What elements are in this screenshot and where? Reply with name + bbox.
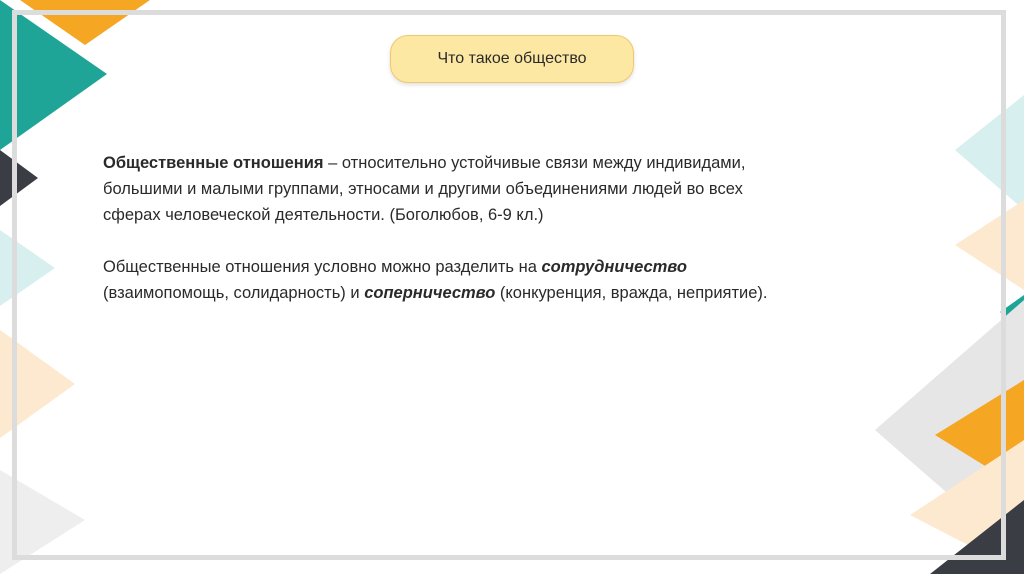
definition-text-line1: – относительно устойчивые связи между индивидами, bbox=[323, 154, 746, 172]
definition-paragraph bbox=[103, 150, 903, 228]
classification-text-end: (конкуренция, вражда, неприятие). bbox=[495, 284, 768, 302]
slide-title bbox=[390, 35, 634, 83]
slide-title-text: Что такое общество bbox=[437, 50, 587, 67]
definition-text-line2: большими и малыми группами, этносами и другими объединениями людей во всех bbox=[103, 180, 743, 198]
classification-line2-start: (взаимопомощь, солидарность) и bbox=[103, 284, 365, 302]
rivalry-term: соперничество bbox=[364, 284, 496, 302]
definition-text-line3: сферах человеческой деятельности. (Боголюбов, 6-9 кл.) bbox=[103, 206, 544, 224]
slide-content bbox=[103, 150, 903, 332]
classification-paragraph bbox=[103, 254, 903, 306]
cooperation-term: сотрудничество bbox=[541, 258, 687, 276]
classification-text-start: Общественные отношения условно можно разделить на bbox=[103, 258, 542, 276]
definition-term: Общественные отношения bbox=[103, 154, 324, 172]
